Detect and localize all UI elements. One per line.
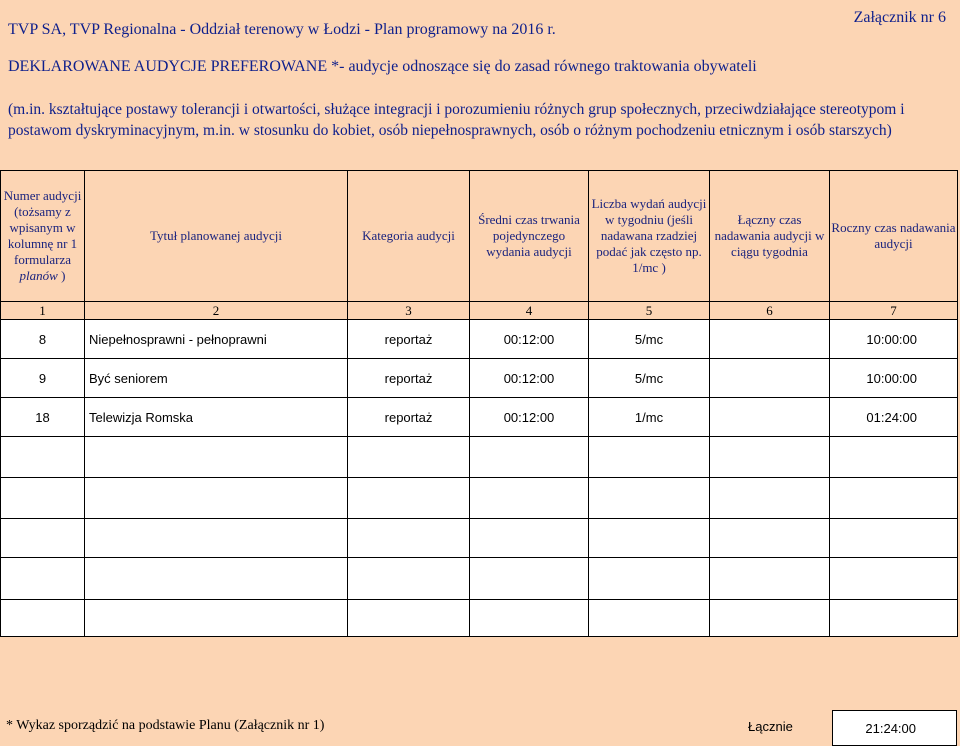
empty-cell	[589, 558, 710, 600]
annex-label: Załącznik nr 6	[853, 9, 946, 26]
row-title: Być seniorem	[85, 359, 348, 398]
empty-cell	[1, 600, 85, 637]
empty-cell	[830, 600, 958, 637]
empty-cell	[1, 437, 85, 478]
empty-cell	[589, 437, 710, 478]
row-category: reportaż	[348, 398, 470, 437]
empty-cell	[470, 437, 589, 478]
empty-row	[1, 558, 958, 600]
total-label: Łącznie	[748, 719, 793, 734]
empty-cell	[1, 558, 85, 600]
row-duration: 00:12:00	[470, 398, 589, 437]
header-yearly-total: Roczny czas nadawania audycji	[830, 171, 958, 302]
column-numbers-row	[1, 302, 958, 320]
column-number: 4	[470, 302, 589, 320]
header-avg-duration: Średni czas trwania pojedynczego wydania audycji	[470, 171, 589, 302]
empty-cell	[85, 558, 348, 600]
header-row	[1, 171, 958, 302]
empty-cell	[589, 600, 710, 637]
empty-cell	[348, 519, 470, 558]
footnote: * Wykaz sporządzić na podstawie Planu (Załącznik nr 1)	[6, 718, 325, 733]
row-category: reportaż	[348, 359, 470, 398]
row-duration: 00:12:00	[470, 359, 589, 398]
table-row	[1, 359, 958, 398]
empty-cell	[348, 558, 470, 600]
empty-cell	[348, 437, 470, 478]
header-number-italic: planów	[19, 268, 58, 283]
empty-cell	[830, 558, 958, 600]
row-frequency: 5/mc	[589, 359, 710, 398]
empty-cell	[710, 519, 830, 558]
page-subtitle: DEKLAROWANE AUDYCJE PREFEROWANE *- audycje odnoszące się do zasad równego traktowania obywateli	[8, 58, 757, 75]
empty-cell	[348, 478, 470, 519]
empty-cell	[830, 478, 958, 519]
empty-cell	[85, 519, 348, 558]
row-number: 9	[1, 359, 85, 398]
empty-cell	[470, 519, 589, 558]
empty-cell	[470, 478, 589, 519]
header-weekly-total: Łączny czas nadawania audycji w ciągu tygodnia	[710, 171, 830, 302]
row-number: 18	[1, 398, 85, 437]
empty-cell	[589, 478, 710, 519]
table-row	[1, 320, 958, 359]
empty-cell	[348, 600, 470, 637]
column-number: 5	[589, 302, 710, 320]
empty-cell	[710, 437, 830, 478]
page-title: TVP SA, TVP Regionalna - Oddział terenowy w Łodzi - Plan programowy na 2016 r.	[8, 21, 556, 38]
row-title: Telewizja Romska	[85, 398, 348, 437]
header-title: Tytuł planowanej audycji	[85, 171, 348, 302]
row-weekly	[710, 359, 830, 398]
row-frequency: 1/mc	[589, 398, 710, 437]
row-title: Niepełnosprawni - pełnoprawni	[85, 320, 348, 359]
row-frequency: 5/mc	[589, 320, 710, 359]
row-yearly: 01:24:00	[830, 398, 958, 437]
column-number: 6	[710, 302, 830, 320]
total-value: 21:24:00	[832, 710, 957, 746]
empty-cell	[830, 519, 958, 558]
column-number: 3	[348, 302, 470, 320]
header-number: Numer audycji (tożsamy z wpisanym w kolumnę nr 1 formularza planów )	[1, 171, 85, 302]
empty-cell	[85, 478, 348, 519]
row-weekly	[710, 320, 830, 359]
empty-cell	[710, 478, 830, 519]
row-category: reportaż	[348, 320, 470, 359]
empty-cell	[710, 558, 830, 600]
column-number: 2	[85, 302, 348, 320]
row-yearly: 10:00:00	[830, 359, 958, 398]
empty-row	[1, 437, 958, 478]
empty-row	[1, 600, 958, 637]
header-category: Kategoria audycji	[348, 171, 470, 302]
row-yearly: 10:00:00	[830, 320, 958, 359]
header-weekly-count: Liczba wydań audycji w tygodniu (jeśli nadawana rzadziej podać jak często np. 1/mc )	[589, 171, 710, 302]
empty-cell	[470, 558, 589, 600]
empty-cell	[470, 600, 589, 637]
programs-table	[0, 170, 958, 637]
description: (m.in. kształtujące postawy tolerancji i otwartości, służące integracji i porozumieniu różnych grup społecznych, przeciwdziałające stereotypom i postawom dyskryminacyjnym, m.in. w stosunku do kobiet, osób niepełnosprawnych, osób o różnym pochodzeniu etnicznym i osób starszych)	[8, 101, 905, 139]
empty-cell	[1, 519, 85, 558]
empty-row	[1, 478, 958, 519]
empty-cell	[85, 600, 348, 637]
empty-cell	[830, 437, 958, 478]
row-number: 8	[1, 320, 85, 359]
column-number: 7	[830, 302, 958, 320]
table-row	[1, 398, 958, 437]
row-weekly	[710, 398, 830, 437]
empty-row	[1, 519, 958, 558]
empty-cell	[710, 600, 830, 637]
row-duration: 00:12:00	[470, 320, 589, 359]
empty-cell	[1, 478, 85, 519]
empty-cell	[589, 519, 710, 558]
column-number: 1	[1, 302, 85, 320]
empty-cell	[85, 437, 348, 478]
